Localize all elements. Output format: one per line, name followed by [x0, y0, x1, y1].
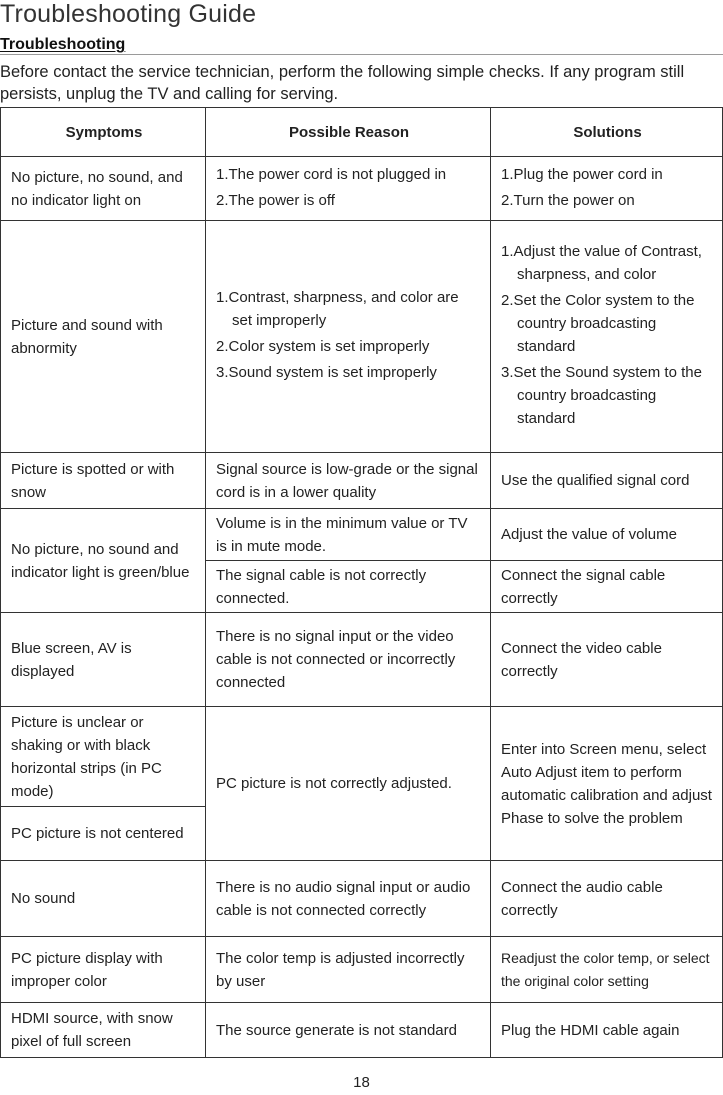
- table-row: [1, 707, 723, 807]
- solution-cell: [491, 157, 723, 221]
- symptom-cell: Blue screen, AV is displayed: [1, 613, 206, 707]
- table-row: [1, 1003, 723, 1058]
- solution-cell: Enter into Screen menu, select Auto Adjust item to perform automatic calibration and adjust Phase to solve the problem: [491, 707, 723, 861]
- solution-item: 1.Plug the power cord in: [501, 165, 663, 183]
- reason-cell: There is no signal input or the video cable is not connected or incorrectly connected: [206, 613, 491, 707]
- solution-cell: [491, 221, 723, 453]
- table-row: [1, 453, 723, 509]
- reason-item: 1.Contrast, sharpness, and color are set improperly: [216, 289, 459, 329]
- reason-cell: [206, 157, 491, 221]
- solution-cell: Connect the video cable correctly: [491, 613, 723, 707]
- reason-cell: PC picture is not correctly adjusted.: [206, 707, 491, 861]
- symptom-cell: No picture, no sound and indicator light is green/blue: [1, 509, 206, 613]
- solution-cell: Use the qualified signal cord: [491, 453, 723, 509]
- symptom-cell: PC picture display with improper color: [1, 937, 206, 1003]
- table-row: [1, 861, 723, 937]
- reason-cell: Volume is in the minimum value or TV is in mute mode.: [206, 509, 491, 561]
- symptom-cell: HDMI source, with snow pixel of full screen: [1, 1003, 206, 1058]
- table-row: [1, 221, 723, 453]
- symptom-cell: PC picture is not centered: [1, 807, 206, 861]
- section-heading-text: Troubleshooting: [0, 36, 126, 53]
- table-row: [1, 613, 723, 707]
- table-header-row: [1, 108, 723, 157]
- reason-cell: The color temp is adjusted incorrectly by user: [206, 937, 491, 1003]
- troubleshooting-table: [0, 107, 723, 1058]
- solution-cell: Plug the HDMI cable again: [491, 1003, 723, 1058]
- solution-cell: Connect the signal cable correctly: [491, 561, 723, 613]
- symptom-cell: Picture is unclear or shaking or with black horizontal strips (in PC mode): [1, 707, 206, 807]
- solution-item: 2.Set the Color system to the country broadcasting standard: [501, 292, 695, 355]
- reason-cell: [206, 221, 491, 453]
- reason-cell: The signal cable is not correctly connected.: [206, 561, 491, 613]
- reason-item: 3.Sound system is set improperly: [216, 364, 437, 381]
- table-row: [1, 157, 723, 221]
- solution-item: 1.Adjust the value of Contrast, sharpness, and color: [501, 243, 702, 283]
- symptom-cell: No sound: [1, 861, 206, 937]
- page-title: Troubleshooting Guide: [0, 0, 257, 28]
- table-row: [1, 937, 723, 1003]
- symptom-cell: No picture, no sound, and no indicator light on: [1, 157, 206, 221]
- solution-item: 3.Set the Sound system to the country broadcasting standard: [501, 364, 702, 427]
- header-symptoms: Symptoms: [1, 108, 206, 157]
- reason-cell: Signal source is low-grade or the signal cord is in a lower quality: [206, 453, 491, 509]
- header-possible-reason: Possible Reason: [206, 108, 491, 157]
- table-row: [1, 509, 723, 561]
- symptom-cell: Picture and sound with abnormity: [1, 221, 206, 453]
- section-heading: [0, 36, 723, 55]
- reason-cell: The source generate is not standard: [206, 1003, 491, 1058]
- solution-cell: Readjust the color temp, or select the original color setting: [491, 937, 723, 1003]
- page-number: 18: [353, 1074, 370, 1091]
- reason-item: 1.The power cord is not plugged in: [216, 165, 447, 183]
- header-solutions: Solutions: [491, 108, 723, 157]
- solution-cell: Adjust the value of volume: [491, 509, 723, 561]
- reason-cell: There is no audio signal input or audio cable is not connected correctly: [206, 861, 491, 937]
- reason-item: 2.Color system is set improperly: [216, 338, 430, 355]
- solution-item: 2.Turn the power on: [501, 191, 635, 209]
- symptom-cell: Picture is spotted or with snow: [1, 453, 206, 509]
- solution-cell: Connect the audio cable correctly: [491, 861, 723, 937]
- intro-paragraph: Before contact the service technician, perform the following simple checks. If any program still persists, unplug the TV and calling for serving.: [0, 63, 685, 103]
- reason-item: 2.The power is off: [216, 191, 335, 209]
